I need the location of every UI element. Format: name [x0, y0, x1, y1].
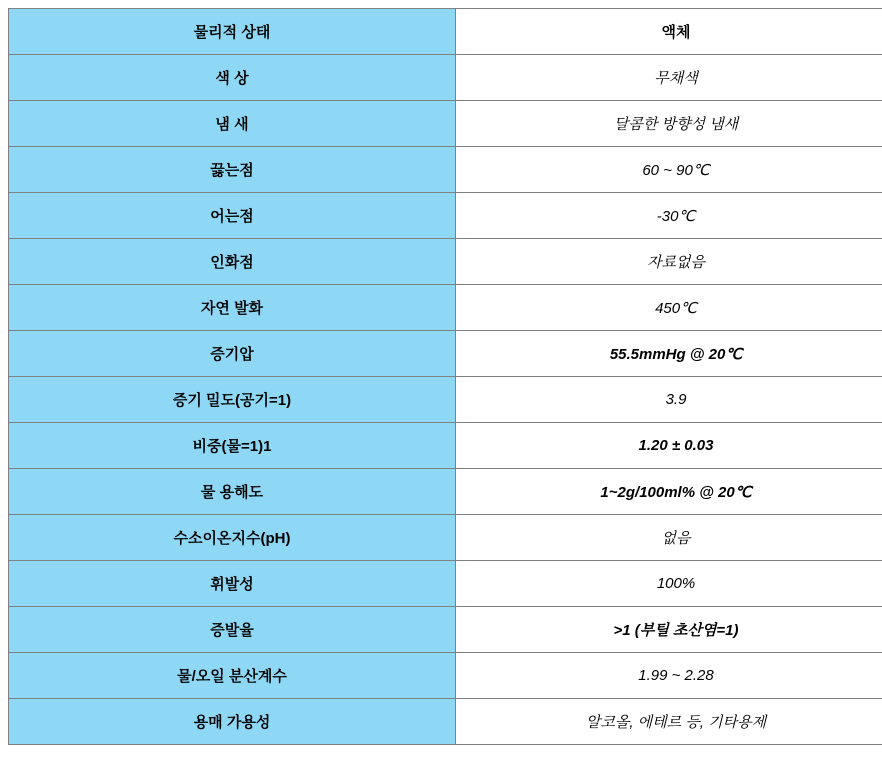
table-row: [9, 331, 882, 377]
property-label-cell: 수소이온지수(pH): [9, 515, 456, 561]
properties-table-body: [9, 9, 882, 745]
property-label-cell: 증기 밀도(공기=1): [9, 377, 456, 423]
table-row: [9, 377, 882, 423]
property-value-cell: 1.20 ± 0.03: [456, 423, 882, 469]
property-label-cell: 물리적 상태: [9, 9, 456, 55]
property-label-cell: 증발율: [9, 607, 456, 653]
table-row: [9, 55, 882, 101]
property-label-cell: 증기압: [9, 331, 456, 377]
table-row: [9, 101, 882, 147]
property-value-cell: >1 (부틸 초산염=1): [456, 607, 882, 653]
property-value-cell: -30℃: [456, 193, 882, 239]
property-value-cell: 55.5mmHg @ 20℃: [456, 331, 882, 377]
property-label-cell: 어는점: [9, 193, 456, 239]
properties-table: [8, 8, 882, 745]
property-value-cell: 3.9: [456, 377, 882, 423]
table-row: [9, 653, 882, 699]
property-value-cell: 알코올, 에테르 등, 기타용제: [456, 699, 882, 745]
property-value-cell: 450℃: [456, 285, 882, 331]
property-label-cell: 인화점: [9, 239, 456, 285]
property-label-cell: 휘발성: [9, 561, 456, 607]
property-label-cell: 냄 새: [9, 101, 456, 147]
property-value-cell: 액체: [456, 9, 882, 55]
table-row: [9, 515, 882, 561]
property-value-cell: 달콤한 방향성 냄새: [456, 101, 882, 147]
property-label-cell: 용매 가용성: [9, 699, 456, 745]
table-row: [9, 423, 882, 469]
property-value-cell: 1~2g/100ml% @ 20℃: [456, 469, 882, 515]
table-row: [9, 561, 882, 607]
property-value-cell: 100%: [456, 561, 882, 607]
table-row: [9, 285, 882, 331]
property-value-cell: 무채색: [456, 55, 882, 101]
property-value-cell: 60 ~ 90℃: [456, 147, 882, 193]
property-value-cell: 1.99 ~ 2.28: [456, 653, 882, 699]
table-row: [9, 147, 882, 193]
table-row: [9, 699, 882, 745]
property-label-cell: 물/오일 분산계수: [9, 653, 456, 699]
property-label-cell: 끓는점: [9, 147, 456, 193]
property-label-cell: 색 상: [9, 55, 456, 101]
property-label-cell: 비중(물=1)1: [9, 423, 456, 469]
property-value-cell: 자료없음: [456, 239, 882, 285]
table-row: [9, 239, 882, 285]
property-label-cell: 물 용해도: [9, 469, 456, 515]
table-row: [9, 193, 882, 239]
property-label-cell: 자연 발화: [9, 285, 456, 331]
table-row: [9, 607, 882, 653]
table-row: [9, 469, 882, 515]
property-value-cell: 없음: [456, 515, 882, 561]
table-row: [9, 9, 882, 55]
